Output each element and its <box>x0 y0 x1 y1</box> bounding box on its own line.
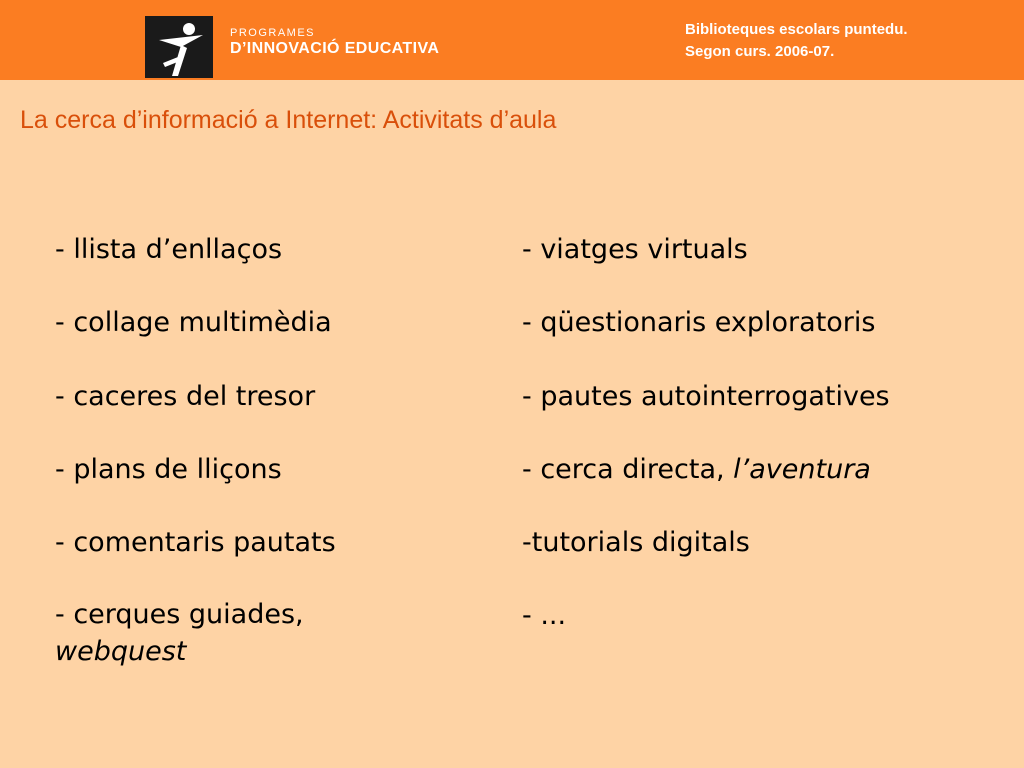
course-note-line1: Biblioteques escolars puntedu. <box>685 21 908 38</box>
list-item: - comentaris pautats <box>55 527 336 559</box>
running-figure-icon <box>145 16 213 78</box>
list-item: - plans de lliçons <box>55 453 282 485</box>
list-item: -tutorials digitals <box>522 527 750 559</box>
list-item: - qüestionaris exploratoris <box>522 307 876 339</box>
list-item: - pautes autointerrogatives <box>522 380 890 412</box>
list-item: - caceres del tresor <box>55 380 316 412</box>
list-item-text: - cerca directa, <box>522 453 734 485</box>
header-bar <box>0 0 1024 80</box>
logo-icon <box>145 16 213 78</box>
list-item-italic: webquest <box>55 636 187 668</box>
page-title: La cerca d’informació a Internet: Activitats d’aula <box>20 106 557 134</box>
list-item-aventura <box>522 450 1002 523</box>
list-item: - llista d’enllaços <box>55 234 283 265</box>
list-item-webquest <box>55 596 495 670</box>
list-item: - ... <box>522 600 567 632</box>
course-note-line2: Segon curs. 2006-07. <box>685 43 835 60</box>
list-item: - viatges virtuals <box>522 234 748 265</box>
logo-line-innovacio: D’INNOVACIÓ EDUCATIVA <box>230 40 440 57</box>
activity-list-right <box>522 230 1002 670</box>
list-item-text: - cerques guiades, <box>55 599 304 631</box>
list-item: - collage multimèdia <box>55 307 332 339</box>
activity-list-left <box>55 230 495 670</box>
logo-line-programes: PROGRAMES <box>230 27 316 39</box>
course-note <box>685 19 1015 63</box>
list-item-italic: l’aventura <box>733 453 871 485</box>
program-logo-text <box>230 27 439 59</box>
